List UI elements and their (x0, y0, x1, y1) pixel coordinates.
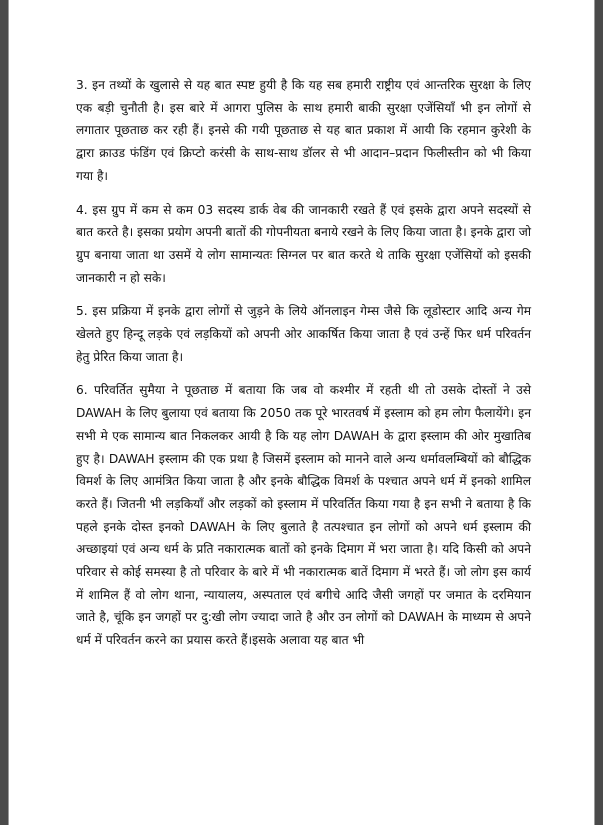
paragraph-4: 4. इस ग्रुप में कम से कम 03 सदस्य डार्क वेब की जानकारी रखते हैं एवं इसके द्वारा अपने सदस्यों से बात करते है। इसका प्रयोग अपनी बातों की गोपनीयता बनाये रखने के लिए किया जाता है। इनके द्वारा जो ग्रुप बनाया जाता था उसमें ये लोग सामान्यतः सिग्नल पर बात करते थे ताकि सुरक्षा एजेंसियों को इसकी जानकारी न हो सके। (76, 202, 531, 285)
paragraph-3: 3. इन तथ्यों के खुलासे से यह बात स्पष्ट हुयी है कि यह सब हमारी राष्ट्रीय एवं आन्तरिक सुरक्षा के लिए एक बड़ी चुनौती है। इस बारे में आगरा पुलिस के साथ हमारी बाकी सुरक्षा एजेंसियाँ भी इन लोगों से लगातार पूछताछ कर रही हैं। इनसे की गयी पूछताछ से यह बात प्रकाश में आयी कि रहमान कुरेशी के द्वारा क्राउड फंडिंग एवं क्रिप्टो करंसी के साथ-साथ डॉलर से भी आदान–प्रदान फिलीस्तीन को भी किया गया है। (76, 78, 531, 183)
paragraph-5: 5. इस प्रक्रिया में इनके द्वारा लोगों से जुड़ने के लिये ऑनलाइन गेम्स जैसे कि लूडोस्टार आदि अन्य गेम खेलते हुए हिन्दू लड़के एवं लड़कियों को अपनी ओर आकर्षित किया जाता है एवं उन्हें फिर धर्म परिवर्तन हेतु प्रेरित किया जाता है। (76, 304, 531, 364)
paragraph-6: 6. परिवर्तित सुमैया ने पूछताछ में बताया कि जब वो कश्मीर में रहती थी तो उसके दोस्तों ने उसे DAWAH के लिए बुलाया एवं बताया कि 2050 तक पूरे भारतवर्ष में इस्लाम को हम लोग फैलायेंगे। इन सभी मे एक सामान्य बात निकलकर आयी है कि यह लोग DAWAH के द्वारा इस्लाम की ओर मुखातिब हुए है। DAWAH इस्लाम की एक प्रथा है जिसमें इस्लाम को मानने वाले अन्य धर्मावलम्बियों को बौद्धिक विमर्श के लिए आमंत्रित किया जाता है और इनके बौद्धिक विमर्श के पश्चात अपने धर्म में इनको शामिल करते हैं। जितनी भी लड़कियाँ और लड़कों को इस्लाम में परिवर्तित किया गया है इन सभी ने बताया है कि पहले इनके दोस्त इनको DAWAH के लिए बुलाते है तत्पश्चात इन लोगों को अपने धर्म इस्लाम की अच्छाइयां एवं अन्य धर्म के प्रति नकारात्मक बातों को इनके दिमाग में भरा जाता है। यदि किसी को अपने परिवार से कोई समस्या है तो परिवार के बारे में भी नकारात्मक बातें दिमाग में भरते हैं। जो लोग इस कार्य में शामिल हैं वो लोग थाना, न्यायालय, अस्पताल एवं बगीचे आदि जैसी जगहों पर जमात के दरमियान जाते है, चूंकि इन जगहों पर दु:खी लोग ज्यादा जाते है और उन लोगों को DAWAH के माध्यम से अपने धर्म में परिवर्तन करने का प्रयास करते हैं।इसके अलावा यह बात भी (76, 383, 531, 648)
document-body (76, 74, 531, 663)
document-page (8, 0, 595, 825)
